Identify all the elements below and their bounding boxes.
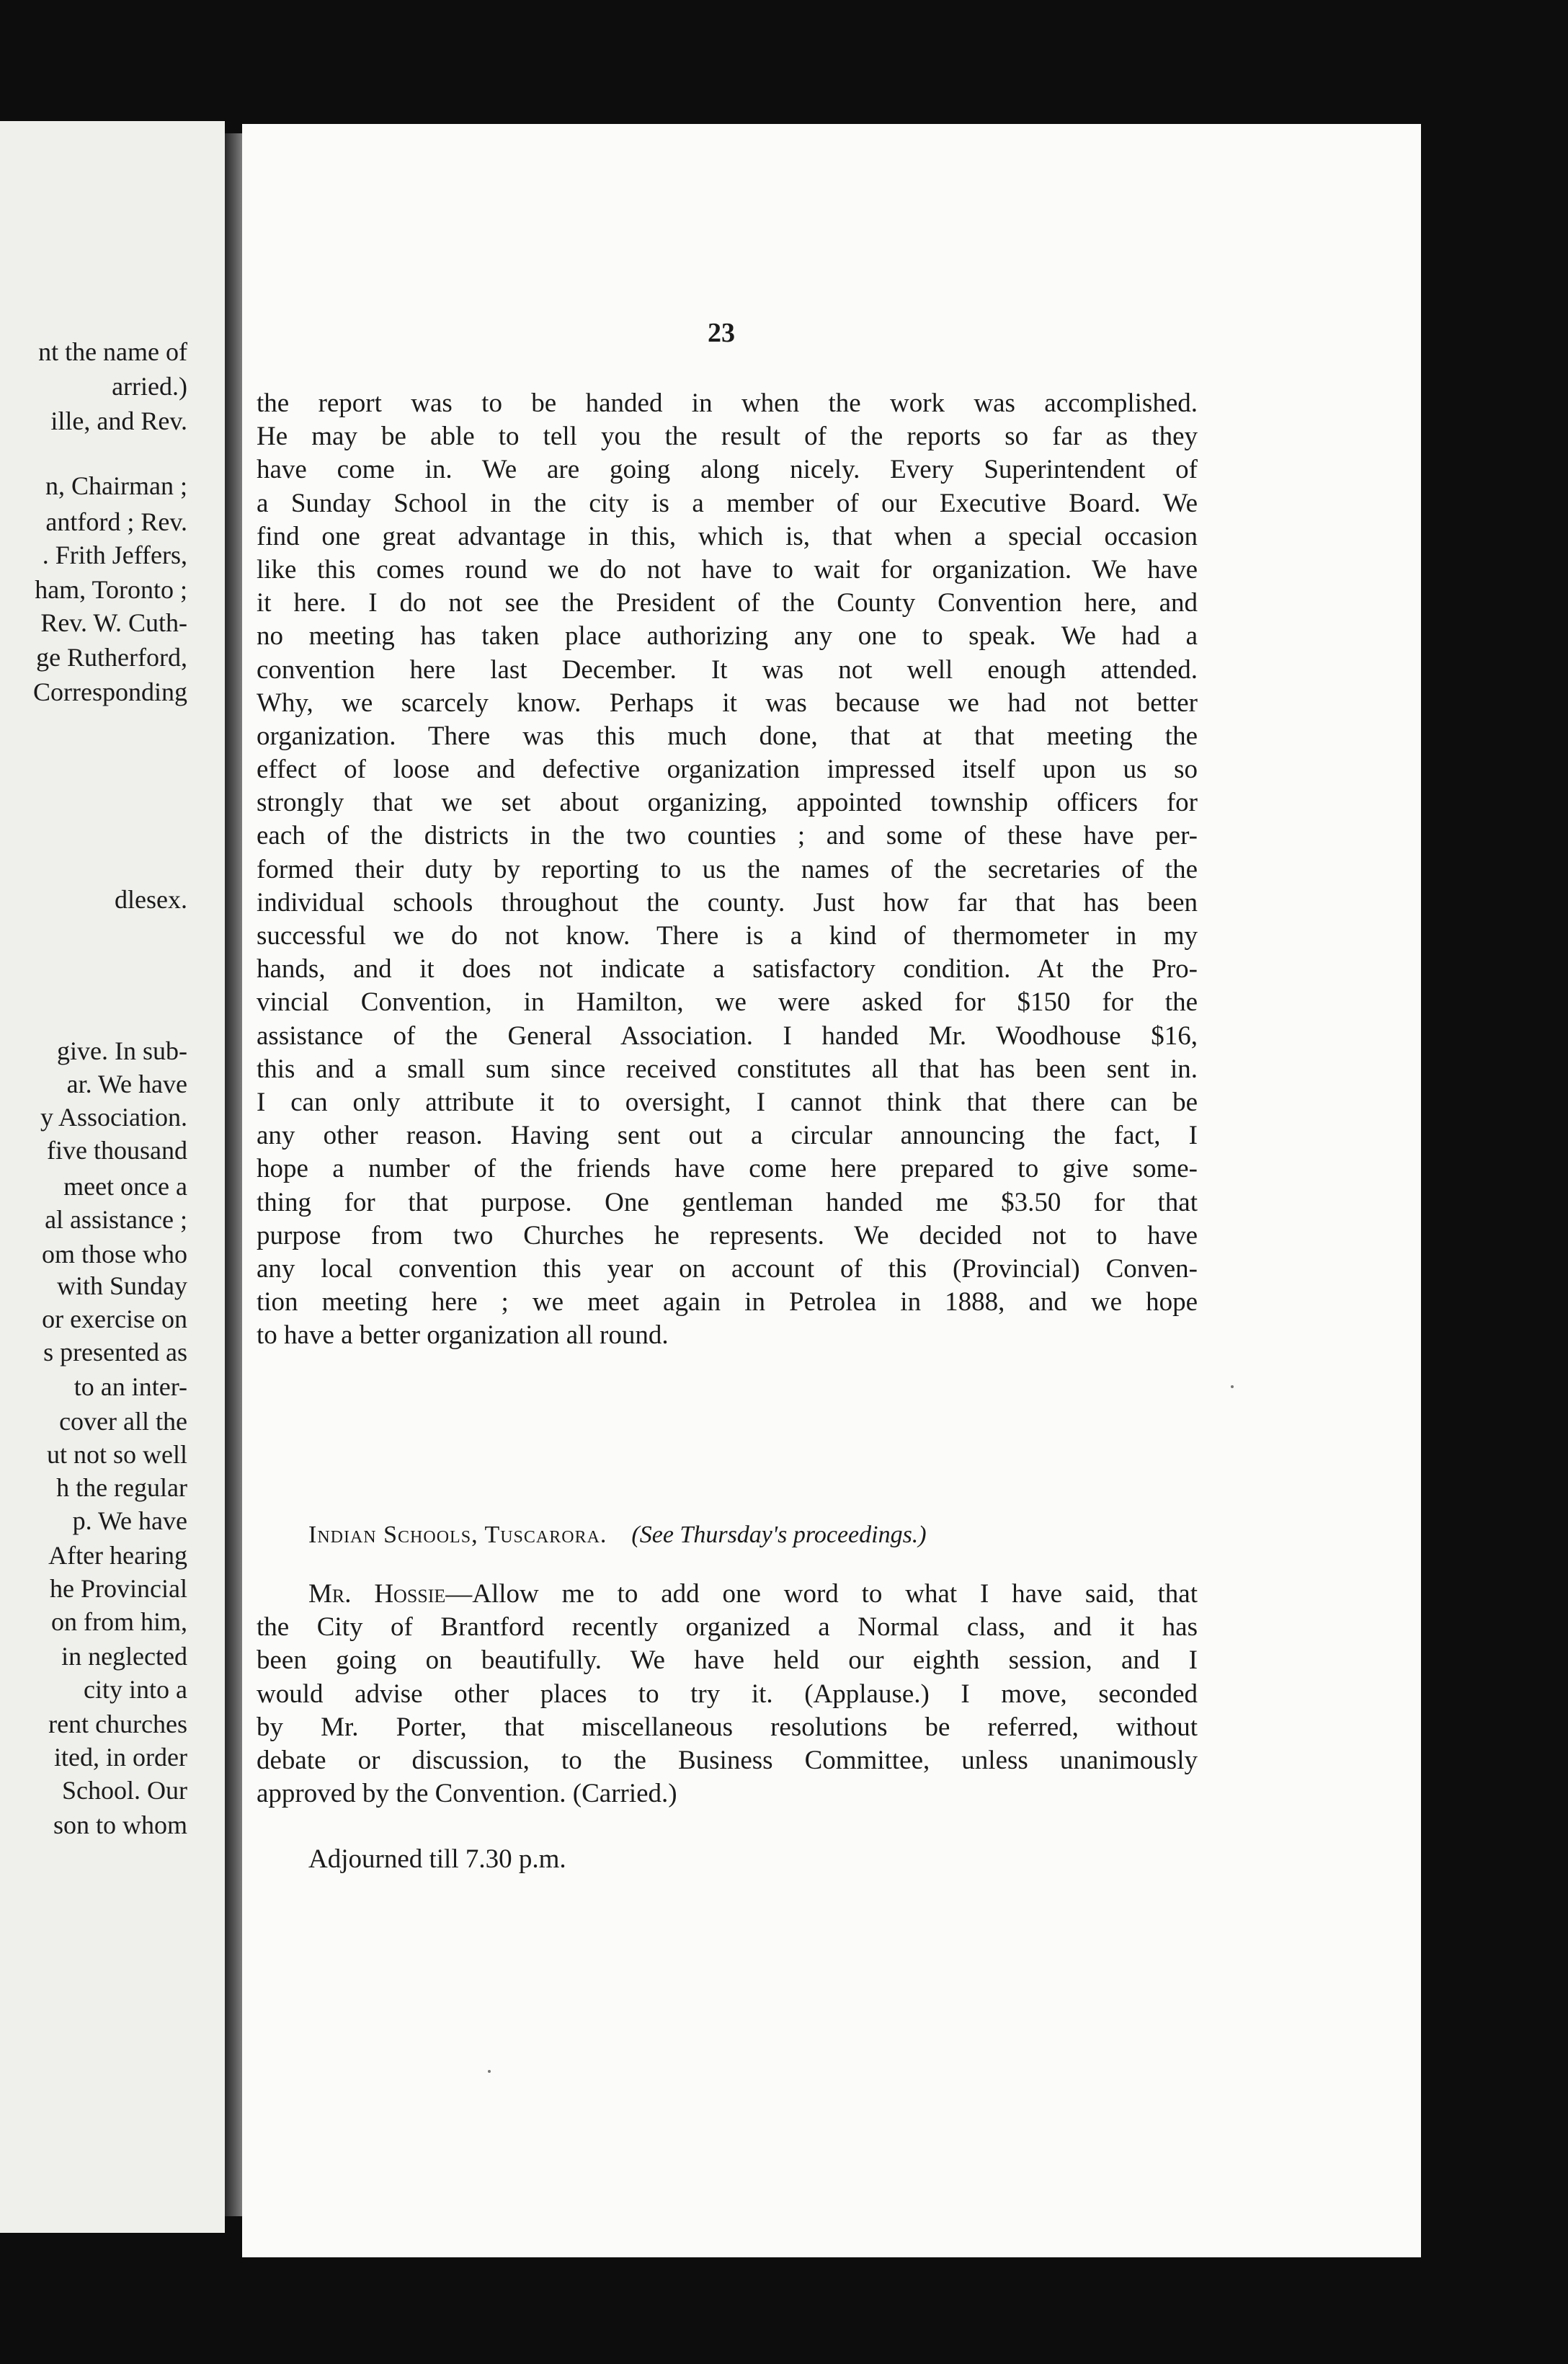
left-page-fragment: p. We have	[72, 1506, 187, 1535]
section-heading-label: Indian Schools, Tuscarora.	[308, 1521, 607, 1548]
left-page-fragment: ge Rutherford,	[36, 643, 187, 672]
paragraph-line: individual schools throughout the county. Just how far that has been	[257, 887, 1198, 917]
paragraph-line: this and a small sum since received constitutes all that has been sent in.	[257, 1054, 1198, 1084]
paragraph-line: convention here last December. It was not well enough attended.	[257, 654, 1198, 685]
paragraph-line: purpose from two Churches he represents. We decided not to have	[257, 1220, 1198, 1250]
left-page-fragment: on from him,	[51, 1607, 187, 1636]
left-page-fragment: School. Our	[62, 1776, 187, 1805]
left-page-fragment: dlesex.	[115, 885, 187, 914]
left-page-fragment: he Provincial	[50, 1574, 187, 1603]
left-page-fragment: h the regular	[56, 1473, 187, 1502]
left-page-fragment: n, Chairman ;	[45, 471, 187, 500]
paragraph-line: would advise other places to try it. (Applause.) I move, seconded	[257, 1679, 1198, 1709]
left-page-fragment: ut not so well	[47, 1440, 187, 1469]
left-page-fragment: y Association.	[40, 1103, 187, 1132]
left-page-fragment: . Frith Jeffers,	[42, 541, 187, 569]
section-heading	[308, 1519, 1245, 1552]
left-page-fragment: cover all the	[59, 1407, 187, 1436]
left-page-fragment: al assistance ;	[45, 1205, 187, 1234]
left-page-fragment: in neglected	[61, 1642, 187, 1671]
left-page-fragment: Rev. W. Cuth-	[40, 608, 187, 637]
paragraph-line: thing for that purpose. One gentleman handed me $3.50 for that	[257, 1187, 1198, 1217]
paragraph-line: successful we do not know. There is a kind of thermometer in my	[257, 921, 1198, 951]
speaker-text: —Allow me to add one word to what I have said, that	[445, 1579, 1198, 1609]
paragraph-line: hands, and it does not indicate a satisfactory condition. At the Pro-	[257, 954, 1198, 985]
page-number: 23	[708, 318, 735, 348]
left-page-fragment: meet once a	[63, 1172, 187, 1201]
left-page-fragment: s presented as	[43, 1338, 187, 1367]
paragraph-line: no meeting has taken place authorizing any one to speak. We had a	[257, 621, 1198, 652]
speck	[1231, 1385, 1234, 1388]
hossie-paragraph	[257, 1578, 1198, 1810]
paragraph-line: each of the districts in the two counties ; and some of these have per-	[257, 821, 1198, 851]
left-page-fragment: ille, and Rev.	[50, 406, 187, 435]
paragraph-line: vincial Convention, in Hamilton, we were asked for $150 for the	[257, 987, 1198, 1018]
book-gutter	[225, 133, 242, 2216]
paragraph-line: hope a number of the friends have come here prepared to give some-	[257, 1154, 1198, 1184]
paragraph-line: to have a better organization all round.	[257, 1320, 669, 1351]
paragraph-line: like this comes round we do not have to wait for organization. We have	[257, 554, 1198, 585]
paragraph-line: approved by the Convention. (Carried.)	[257, 1779, 677, 1809]
paragraph-line: I can only attribute it to oversight, I cannot think that there can be	[257, 1087, 1198, 1117]
paragraph-line: He may be able to tell you the result of the reports so far as they	[257, 422, 1198, 452]
left-page-fragment: om those who	[42, 1240, 187, 1268]
left-page-fragment: or exercise on	[42, 1305, 187, 1333]
left-page-fragment: son to whom	[53, 1810, 187, 1839]
paragraph-line: have come in. We are going along nicely. Every Superintendent of	[257, 455, 1198, 485]
left-page-fragment: give. In sub-	[57, 1036, 187, 1065]
paragraph-line: Why, we scarcely know. Perhaps it was because we had not better	[257, 688, 1198, 718]
paragraph-line: a Sunday School in the city is a member of our Executive Board. We	[257, 488, 1198, 518]
paragraph-line: debate or discussion, to the Business Committee, unless unanimously	[257, 1745, 1198, 1775]
left-facing-page	[0, 121, 225, 2233]
left-page-fragment: Corresponding	[33, 677, 187, 706]
left-page-fragment: city into a	[84, 1675, 187, 1704]
paragraph-line: the City of Brantford recently organized a Normal class, and it has	[257, 1612, 1198, 1643]
paragraph-line: it here. I do not see the President of the County Convention here, and	[257, 588, 1198, 618]
hossie-lines	[257, 1611, 1198, 1810]
speck	[488, 2070, 491, 2073]
left-page-fragment: ham, Toronto ;	[35, 575, 187, 604]
paragraph-line: effect of loose and defective organization impressed itself upon us so	[257, 755, 1198, 785]
paragraph-line: by Mr. Porter, that miscellaneous resolutions be referred, without	[257, 1712, 1198, 1742]
left-page-fragment: After hearing	[48, 1541, 187, 1570]
adjourned-note: Adjourned till 7.30 p.m.	[308, 1844, 566, 1874]
paragraph-line: organization. There was this much done, that at that meeting the	[257, 721, 1198, 751]
paragraph-line: strongly that we set about organizing, appointed township officers for	[257, 788, 1198, 818]
left-page-fragment: arried.)	[112, 372, 187, 401]
paragraph-line: any local convention this year on account of this (Provincial) Conven-	[257, 1253, 1198, 1284]
left-page-fragment: ited, in order	[54, 1743, 187, 1772]
left-page-fragment: to an inter-	[74, 1372, 187, 1401]
left-page-fragment: five thousand	[47, 1136, 187, 1165]
left-page-fragment: rent churches	[48, 1710, 187, 1738]
paragraph-line: any other reason. Having sent out a circular announcing the fact, I	[257, 1121, 1198, 1151]
left-page-fragment: with Sunday	[56, 1271, 187, 1300]
body-paragraph	[257, 387, 1198, 1352]
paragraph-line: been going on beautifully. We have held our eighth session, and I	[257, 1645, 1198, 1676]
paragraph-line: find one great advantage in this, which is, that when a special occasion	[257, 521, 1198, 551]
left-page-fragment: nt the name of	[38, 337, 187, 366]
section-heading-note: (See Thursday's proceedings.)	[631, 1521, 927, 1548]
paragraph-line: formed their duty by reporting to us the names of the secretaries of the	[257, 854, 1198, 884]
left-page-fragment: antford ; Rev.	[45, 507, 187, 536]
speaker-name: Mr. Hossie	[308, 1579, 446, 1609]
paragraph-line: the report was to be handed in when the work was accomplished.	[257, 388, 1198, 418]
paragraph-line: assistance of the General Association. I handed Mr. Woodhouse $16,	[257, 1021, 1198, 1051]
right-page	[242, 124, 1421, 2257]
paragraph-line: tion meeting here ; we meet again in Petrolea in 1888, and we hope	[257, 1287, 1198, 1317]
left-page-fragment: ar. We have	[66, 1070, 187, 1098]
paragraph-line	[257, 1578, 1198, 1611]
